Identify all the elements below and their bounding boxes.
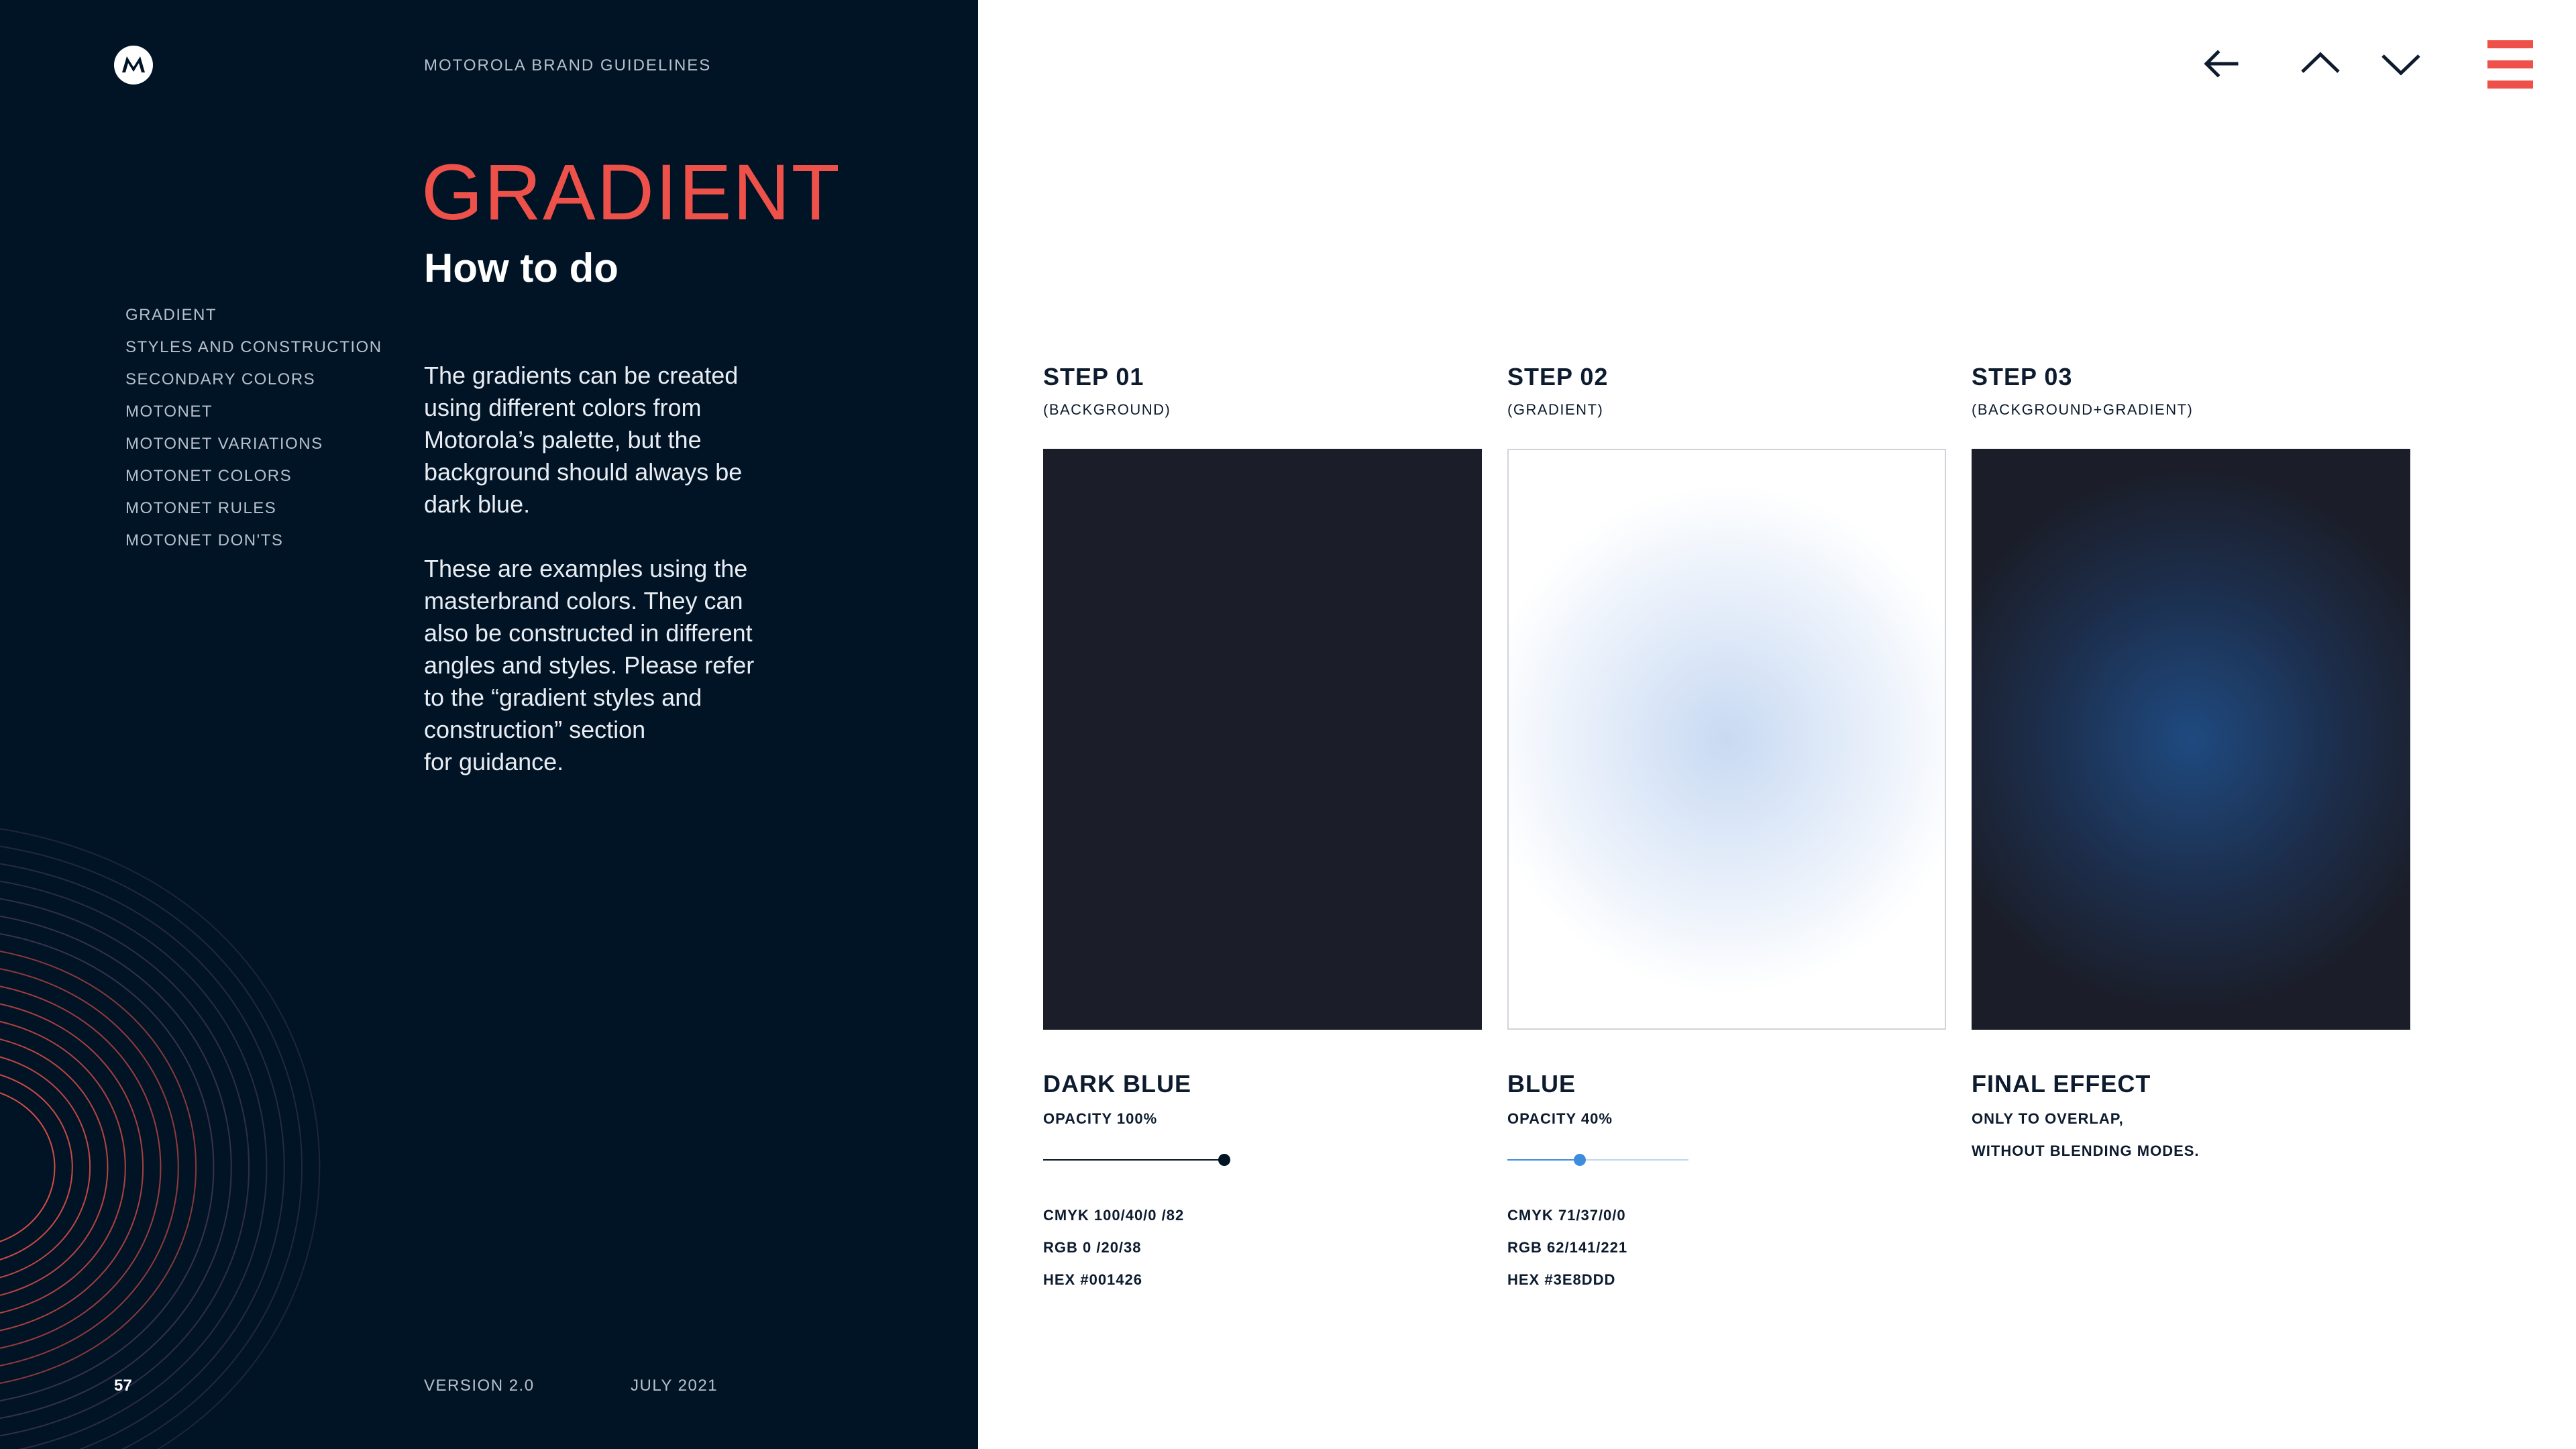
page-number: 57 [114,1377,132,1395]
hamburger-menu-icon[interactable] [2487,40,2533,89]
step-03-info [1972,1068,2414,1167]
step-03-header [1972,361,2414,420]
wave-line [0,1017,125,1318]
dark-blue-background-swatch [1043,449,1482,1030]
side-nav-item-motonet[interactable]: MOTONET [125,402,213,421]
wave-line [0,947,196,1387]
slider-fill [1507,1159,1580,1161]
wave-line [0,895,249,1440]
cmyk-value: CMYK 71/37/0/0 [1507,1207,1626,1224]
hex-value: HEX #001426 [1043,1271,1142,1288]
step-subtitle: (BACKGROUND+GRADIENT) [1972,401,2194,418]
opacity-slider [1043,1150,1486,1170]
side-nav-item-motonet-variations[interactable]: MOTONET VARIATIONS [125,435,323,453]
wave-line [0,982,160,1352]
side-nav-item-styles-and-construction[interactable]: STYLES AND CONSTRUCTION [125,338,382,356]
chevron-down-icon [2377,40,2424,87]
wave-line [0,843,302,1449]
side-nav [125,303,382,561]
step-01-header [1043,361,1486,420]
body-text [424,360,826,810]
wave-line [0,1052,90,1283]
slider-knob [1574,1154,1586,1166]
side-nav-item-secondary-colors[interactable]: SECONDARY COLORS [125,370,316,388]
step-01-info [1043,1068,1486,1296]
wave-line [0,877,266,1449]
side-nav-item-motonet-colors[interactable]: MOTONET COLORS [125,467,292,485]
opacity-label: OPACITY 100% [1043,1110,1158,1127]
next-page-button[interactable] [2377,40,2424,87]
page-subtitle: How to do [424,246,619,290]
date-label: JULY 2021 [631,1377,718,1395]
body-paragraph-2: These are examples using the masterbrand colors. They can also be constructed in different angles and styles. Please refer to the “gradient styles and construction” section for guidance. [424,555,755,775]
slider-knob [1218,1154,1230,1166]
wave-line [0,1069,72,1265]
motorola-logo-icon[interactable] [114,46,153,85]
slider-fill [1043,1159,1224,1161]
wave-line [0,930,213,1405]
brand-header: MOTOROLA BRAND GUIDELINES [424,56,712,74]
color-values [1043,1199,1486,1296]
menu-bar [2487,60,2533,68]
cmyk-value: CMYK 100/40/0 /82 [1043,1207,1185,1224]
step-title: STEP 03 [1972,363,2073,390]
version-label: VERSION 2.0 [424,1377,535,1395]
final-effect-note-1: ONLY TO OVERLAP, [1972,1110,2124,1127]
side-nav-item-motonet-donts[interactable]: MOTONET DON'TS [125,531,284,549]
step-title: STEP 01 [1043,363,1144,390]
chevron-up-icon [2297,40,2344,87]
step-title: STEP 02 [1507,363,1609,390]
arrow-left-icon [2198,40,2245,87]
rgb-value: RGB 0 /20/38 [1043,1239,1142,1256]
final-effect-swatch [1972,449,2410,1030]
step-subtitle: (BACKGROUND) [1043,401,1171,418]
blue-gradient-swatch [1507,449,1946,1030]
wave-line [0,1000,143,1335]
wave-lines-decoration [0,738,402,1449]
opacity-slider [1507,1150,1950,1170]
side-nav-item-gradient[interactable]: GRADIENT [125,306,217,324]
step-subtitle: (GRADIENT) [1507,401,1604,418]
left-panel [0,0,978,1449]
previous-page-button[interactable] [2297,40,2344,87]
rgb-value: RGB 62/141/221 [1507,1239,1628,1256]
wave-line [0,1087,55,1248]
color-name: BLUE [1507,1070,1576,1097]
color-name: DARK BLUE [1043,1070,1191,1097]
page-title: GRADIENT [421,148,841,237]
menu-bar [2487,40,2533,48]
menu-bar [2487,80,2533,89]
back-button[interactable] [2198,40,2245,87]
color-values [1507,1199,1950,1296]
final-effect-title: FINAL EFFECT [1972,1070,2151,1097]
opacity-label: OPACITY 40% [1507,1110,1613,1127]
final-effect-note-2: WITHOUT BLENDING MODES. [1972,1142,2200,1159]
step-02-header [1507,361,1950,420]
hex-value: HEX #3E8DDD [1507,1271,1616,1288]
side-nav-item-motonet-rules[interactable]: MOTONET RULES [125,499,277,517]
body-paragraph-1: The gradients can be created using different colors from Motorola’s palette, but the background should always be dark blue. [424,362,743,518]
step-02-info [1507,1068,1950,1296]
